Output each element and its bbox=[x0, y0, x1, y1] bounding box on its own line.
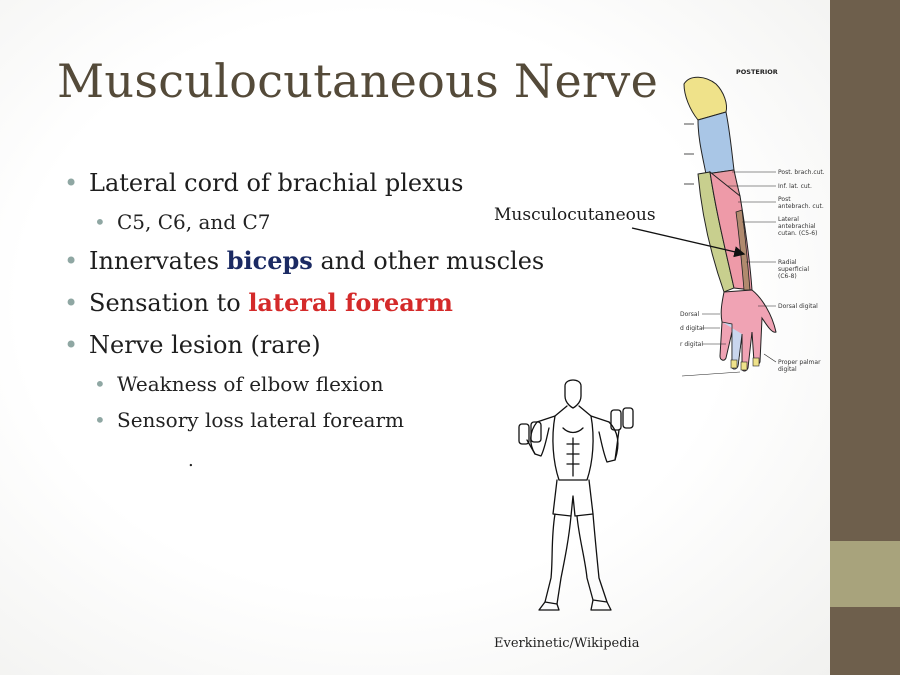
diagram-label: (C6-8) bbox=[778, 273, 797, 280]
arm-diagram-svg bbox=[676, 62, 830, 382]
diagram-label: Lateral bbox=[778, 216, 799, 223]
bullet-item bbox=[64, 324, 624, 366]
diagram-label: Inf. lat. cut. bbox=[778, 183, 812, 190]
keyword-lateral-forearm: lateral forearm bbox=[248, 288, 453, 317]
diagram-label: Radial bbox=[778, 259, 797, 266]
diagram-label: Post bbox=[778, 196, 791, 203]
side-bar-accent bbox=[830, 541, 900, 607]
upper-arm-region bbox=[698, 112, 734, 174]
diagram-label: Dorsal bbox=[680, 311, 700, 318]
image-credit: Everkinetic/Wikipedia bbox=[494, 636, 640, 651]
stray-mark: . bbox=[188, 450, 194, 471]
abs bbox=[563, 428, 583, 476]
diagram-label: antebrach. cut. bbox=[778, 203, 824, 210]
right-dumbbell bbox=[623, 408, 633, 428]
leader-line bbox=[682, 372, 740, 376]
shorts bbox=[553, 480, 593, 516]
right-leg bbox=[577, 514, 607, 602]
bullet-item bbox=[64, 240, 624, 282]
left-leg bbox=[545, 514, 571, 604]
bicep-curl-svg bbox=[515, 378, 635, 618]
sub-bullet-text: C5, C6, and C7 bbox=[117, 210, 271, 234]
left-dumbbell bbox=[531, 422, 541, 442]
hand-region bbox=[720, 290, 776, 371]
bullet-item bbox=[64, 282, 624, 324]
fingertip-region bbox=[741, 362, 747, 370]
diagram-heading: POSTERIOR bbox=[736, 68, 778, 76]
diagram-label: d digital bbox=[680, 325, 705, 332]
head bbox=[565, 380, 581, 408]
leader-line bbox=[764, 354, 776, 362]
sub-bullet-text: Weakness of elbow flexion bbox=[117, 372, 384, 396]
diagram-label: digital bbox=[778, 366, 797, 373]
bullet-dot-icon: • bbox=[94, 372, 106, 396]
bullet-text-post: and other muscles bbox=[312, 247, 545, 275]
diagram-label: superficial bbox=[778, 266, 809, 273]
musculocutaneous-label: Musculocutaneous bbox=[494, 205, 656, 225]
sub-bullet-text: Sensory loss lateral forearm bbox=[117, 408, 404, 432]
diagram-label: Post. brach.cut. bbox=[778, 169, 825, 176]
bullet-text-pre: Sensation to bbox=[89, 289, 249, 317]
bullet-dot-icon: • bbox=[94, 408, 106, 432]
bullet-dot-icon: • bbox=[64, 169, 79, 197]
bullet-text-pre: Innervates bbox=[89, 247, 227, 275]
diagram-label: antebrachial bbox=[778, 223, 816, 230]
bullet-dot-icon: • bbox=[64, 247, 79, 275]
slide-title: Musculocutaneous Nerve bbox=[57, 54, 659, 108]
diagram-label: cutan. (C5-6) bbox=[778, 230, 818, 237]
arm-dermatome-diagram bbox=[676, 62, 830, 382]
bullet-dot-icon: • bbox=[64, 289, 79, 317]
bullet-item bbox=[64, 162, 624, 204]
bullet-dot-icon: • bbox=[94, 210, 106, 234]
bicep-curl-figure bbox=[515, 378, 635, 618]
diagram-label: Dorsal digital bbox=[778, 303, 818, 310]
bullet-text: Lateral cord of brachial plexus bbox=[89, 169, 464, 197]
keyword-biceps: biceps bbox=[226, 246, 313, 275]
diagram-label: r digital bbox=[680, 341, 704, 348]
fingertip-region bbox=[753, 358, 759, 366]
diagram-label: Proper palmar bbox=[778, 359, 821, 366]
bullet-text: Nerve lesion (rare) bbox=[89, 331, 321, 359]
bullet-dot-icon: • bbox=[64, 331, 79, 359]
fingertip-region bbox=[731, 360, 737, 368]
